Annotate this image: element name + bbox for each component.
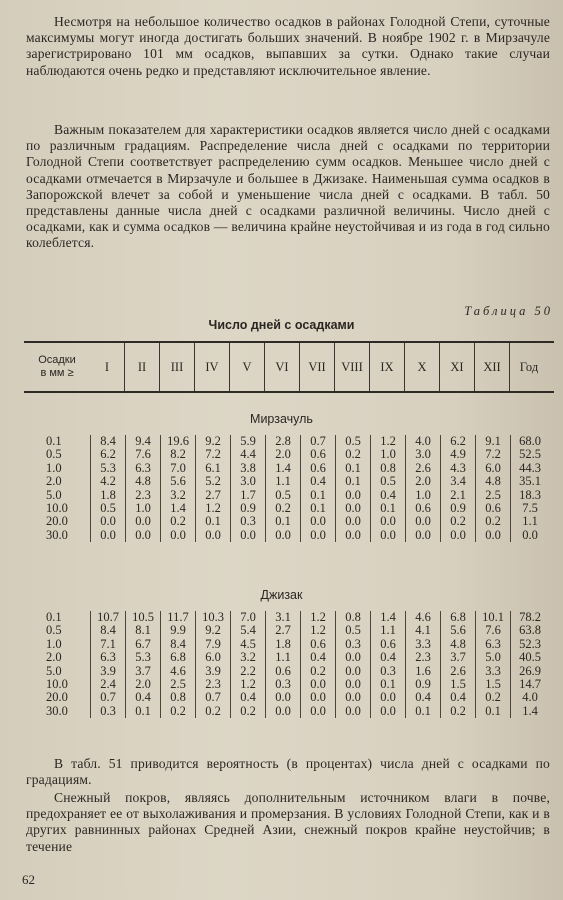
header-month-1: I <box>104 359 110 374</box>
cell-month-9: 1.0 <box>370 448 405 461</box>
cell-month-5: 0.0 <box>230 529 265 542</box>
table-title: Число дней с осадками <box>208 318 355 332</box>
cell-month-10: 3.0 <box>405 448 440 461</box>
cell-month-4: 0.1 <box>195 515 230 528</box>
table-row <box>24 638 554 651</box>
cell-month-9: 0.5 <box>370 475 405 488</box>
cell-month-8: 0.0 <box>335 691 370 704</box>
cell-month-12: 0.2 <box>475 515 510 528</box>
cell-month-4: 1.2 <box>195 502 230 515</box>
cell-month-5: 7.0 <box>230 611 265 624</box>
cell-month-8: 0.3 <box>335 638 370 651</box>
cell-month-7: 0.0 <box>300 529 335 542</box>
cell-month-5: 0.4 <box>230 691 265 704</box>
cell-month-2: 5.3 <box>125 651 160 664</box>
cell-month-2: 0.4 <box>125 691 160 704</box>
cell-month-11: 3.7 <box>440 651 475 664</box>
cell-month-9: 0.0 <box>370 529 405 542</box>
cell-month-10: 1.0 <box>405 489 440 502</box>
row-threshold: 1.0 <box>46 636 62 651</box>
paragraph-probability: В табл. 51 приводится вероятность (в процентах) числа дней с осадками по градациям. <box>26 756 550 788</box>
cell-month-6: 0.1 <box>265 515 300 528</box>
cell-year: 52.5 <box>510 448 549 461</box>
cell-month-9: 1.4 <box>370 611 405 624</box>
table-row <box>24 515 554 528</box>
cell-month-3: 1.4 <box>160 502 195 515</box>
cell-month-11: 6.2 <box>440 435 475 448</box>
cell-month-5: 1.7 <box>230 489 265 502</box>
data-block-mirzachul <box>24 435 554 542</box>
cell-month-1: 0.5 <box>90 502 125 515</box>
cell-month-12: 0.0 <box>475 529 510 542</box>
cell-month-10: 4.0 <box>405 435 440 448</box>
cell-month-11: 2.6 <box>440 665 475 678</box>
cell-month-11: 2.1 <box>440 489 475 502</box>
cell-month-2: 7.6 <box>125 448 160 461</box>
cell-month-3: 0.2 <box>160 515 195 528</box>
cell-month-4: 0.0 <box>195 529 230 542</box>
cell-month-9: 0.1 <box>370 678 405 691</box>
cell-month-1: 7.1 <box>90 638 125 651</box>
cell-month-12: 5.0 <box>475 651 510 664</box>
cell-month-10: 0.0 <box>405 515 440 528</box>
cell-month-10: 2.0 <box>405 475 440 488</box>
cell-year: 63.8 <box>510 624 549 637</box>
cell-month-12: 0.6 <box>475 502 510 515</box>
cell-year: 44.3 <box>510 462 549 475</box>
cell-month-10: 3.3 <box>405 638 440 651</box>
cell-year: 1.4 <box>510 705 549 718</box>
cell-month-4: 9.2 <box>195 435 230 448</box>
cell-month-3: 7.0 <box>160 462 195 475</box>
cell-year: 1.1 <box>510 515 549 528</box>
header-month-10: X <box>404 343 439 391</box>
cell-month-11: 5.6 <box>440 624 475 637</box>
row-threshold: 30.0 <box>46 527 68 542</box>
cell-month-5: 5.4 <box>230 624 265 637</box>
cell-month-1: 8.4 <box>90 435 125 448</box>
cell-month-7: 0.4 <box>300 651 335 664</box>
cell-month-7: 0.7 <box>300 435 335 448</box>
section-title-dzhizak: Джизак <box>260 588 303 602</box>
cell-month-12: 4.8 <box>475 475 510 488</box>
table-row <box>24 502 554 515</box>
cell-month-11: 0.2 <box>440 515 475 528</box>
header-month-3: III <box>159 343 194 391</box>
cell-month-12: 7.2 <box>475 448 510 461</box>
row-threshold: 0.1 <box>46 610 62 624</box>
header-month-11: XI <box>439 343 474 391</box>
cell-month-3: 0.0 <box>160 529 195 542</box>
cell-month-2: 0.1 <box>125 705 160 718</box>
cell-month-8: 0.1 <box>335 475 370 488</box>
cell-month-10: 0.0 <box>405 529 440 542</box>
cell-month-7: 0.6 <box>300 462 335 475</box>
table-row <box>24 678 554 691</box>
cell-year: 35.1 <box>510 475 549 488</box>
cell-month-5: 4.4 <box>230 448 265 461</box>
cell-month-10: 0.6 <box>405 502 440 515</box>
cell-month-2: 6.3 <box>125 462 160 475</box>
cell-month-6: 1.8 <box>265 638 300 651</box>
cell-month-3: 3.2 <box>160 489 195 502</box>
cell-month-10: 1.6 <box>405 665 440 678</box>
cell-month-8: 0.5 <box>335 435 370 448</box>
paragraph-max-precipitation: Несмотря на небольшое количество осадков в районах Голодной Степи, суточные максимумы могут иногда достигать больших значений. В ноябре 1902 г. в Мирзачуле зарегистрировано 101 мм осадков, выпавших за сутки. Однако такие случаи наблюдаются очень редко и представляют исключительное явление. <box>26 14 550 78</box>
cell-month-2: 4.8 <box>125 475 160 488</box>
row-threshold: 20.0 <box>46 514 68 529</box>
cell-month-8: 0.5 <box>335 624 370 637</box>
cell-month-6: 0.6 <box>265 665 300 678</box>
cell-month-11: 0.4 <box>440 691 475 704</box>
cell-month-11: 4.8 <box>440 638 475 651</box>
cell-month-8: 0.0 <box>335 705 370 718</box>
cell-month-5: 3.2 <box>230 651 265 664</box>
cell-month-9: 0.4 <box>370 489 405 502</box>
cell-month-4: 9.2 <box>195 624 230 637</box>
cell-month-12: 7.6 <box>475 624 510 637</box>
table-row <box>24 651 554 664</box>
cell-month-5: 3.0 <box>230 475 265 488</box>
cell-month-6: 0.2 <box>265 502 300 515</box>
cell-month-10: 4.6 <box>405 611 440 624</box>
table-label: Таблица 50 <box>464 304 553 318</box>
cell-month-8: 0.0 <box>335 515 370 528</box>
cell-month-10: 2.3 <box>405 651 440 664</box>
row-threshold: 2.0 <box>46 650 62 665</box>
row-threshold: 20.0 <box>46 690 68 705</box>
cell-month-7: 0.1 <box>300 489 335 502</box>
cell-month-8: 0.0 <box>335 529 370 542</box>
header-year: Год <box>509 343 548 391</box>
cell-month-7: 1.2 <box>300 624 335 637</box>
row-threshold: 5.0 <box>46 663 62 678</box>
cell-month-3: 4.6 <box>160 665 195 678</box>
cell-month-12: 0.1 <box>475 705 510 718</box>
cell-month-8: 0.8 <box>335 611 370 624</box>
cell-year: 40.5 <box>510 651 549 664</box>
cell-month-5: 3.8 <box>230 462 265 475</box>
cell-month-1: 0.7 <box>90 691 125 704</box>
cell-month-10: 0.1 <box>405 705 440 718</box>
cell-month-5: 0.9 <box>230 502 265 515</box>
cell-year: 18.3 <box>510 489 549 502</box>
cell-month-12: 10.1 <box>475 611 510 624</box>
cell-month-12: 3.3 <box>475 665 510 678</box>
cell-month-7: 0.6 <box>300 448 335 461</box>
cell-month-3: 19.6 <box>160 435 195 448</box>
cell-month-9: 0.0 <box>370 515 405 528</box>
paragraph-days-with-precipitation: Важным показателем для характеристики осадков является число дней с осадками по различным градациям. Распределение числа дней с осадками по территории Голодной Степи соответствует распределению сумм осадков. Меньшее число дней с осадками отмечается в Мирзачуле и большее в Джизаке. Наименьшая сумма осадков в Запорожской влечет за собой и уменьшение числа дней с осадками. В табл. 50 представлены данные числа дней с осадками различной величины. Число дней с осадками, как и сумма осадков — величина крайне неустойчивая и из года в год сильно колеблется. <box>26 122 550 251</box>
cell-month-2: 3.7 <box>125 665 160 678</box>
cell-month-3: 0.8 <box>160 691 195 704</box>
header-month-6: VI <box>264 343 299 391</box>
cell-month-6: 1.4 <box>265 462 300 475</box>
table-row <box>24 435 554 448</box>
cell-month-8: 0.0 <box>335 502 370 515</box>
cell-month-4: 2.7 <box>195 489 230 502</box>
cell-year: 4.0 <box>510 691 549 704</box>
cell-month-11: 6.8 <box>440 611 475 624</box>
data-block-dzhizak <box>24 611 554 718</box>
cell-month-11: 0.9 <box>440 502 475 515</box>
cell-month-5: 1.2 <box>230 678 265 691</box>
page-number: 62 <box>22 872 35 887</box>
cell-month-9: 0.6 <box>370 638 405 651</box>
cell-month-2: 6.7 <box>125 638 160 651</box>
cell-month-2: 1.0 <box>125 502 160 515</box>
row-threshold: 5.0 <box>46 487 62 502</box>
cell-month-5: 2.2 <box>230 665 265 678</box>
cell-month-1: 10.7 <box>90 611 125 624</box>
cell-month-4: 6.0 <box>195 651 230 664</box>
cell-month-9: 0.1 <box>370 502 405 515</box>
cell-month-1: 3.9 <box>90 665 125 678</box>
cell-month-12: 0.2 <box>475 691 510 704</box>
cell-year: 26.9 <box>510 665 549 678</box>
row-threshold: 10.0 <box>46 676 68 691</box>
table-row <box>24 462 554 475</box>
cell-month-2: 2.3 <box>125 489 160 502</box>
cell-month-1: 5.3 <box>90 462 125 475</box>
cell-month-11: 3.4 <box>440 475 475 488</box>
header-threshold <box>24 343 90 391</box>
cell-month-4: 7.9 <box>195 638 230 651</box>
table-row <box>24 611 554 624</box>
row-threshold: 2.0 <box>46 474 62 489</box>
cell-month-3: 6.8 <box>160 651 195 664</box>
cell-month-1: 4.2 <box>90 475 125 488</box>
cell-year: 7.5 <box>510 502 549 515</box>
cell-month-6: 2.8 <box>265 435 300 448</box>
cell-month-1: 1.8 <box>90 489 125 502</box>
cell-month-8: 0.0 <box>335 665 370 678</box>
row-threshold: 0.5 <box>46 447 62 462</box>
cell-month-12: 2.5 <box>475 489 510 502</box>
row-threshold: 30.0 <box>46 703 68 718</box>
cell-month-11: 0.0 <box>440 529 475 542</box>
header-month-12: XII <box>474 343 509 391</box>
table-row <box>24 448 554 461</box>
cell-month-11: 4.3 <box>440 462 475 475</box>
cell-month-5: 4.5 <box>230 638 265 651</box>
cell-month-4: 0.2 <box>195 705 230 718</box>
cell-month-1: 0.0 <box>90 515 125 528</box>
table-row <box>24 489 554 502</box>
cell-month-6: 1.1 <box>265 651 300 664</box>
header-month-9: IX <box>369 343 404 391</box>
table-row <box>24 665 554 678</box>
cell-month-10: 2.6 <box>405 462 440 475</box>
cell-month-11: 0.2 <box>440 705 475 718</box>
cell-month-3: 0.2 <box>160 705 195 718</box>
cell-month-1: 0.3 <box>90 705 125 718</box>
table-header <box>24 341 554 393</box>
cell-month-1: 8.4 <box>90 624 125 637</box>
table-row <box>24 529 554 542</box>
cell-month-7: 0.0 <box>300 678 335 691</box>
cell-month-2: 2.0 <box>125 678 160 691</box>
cell-month-7: 1.2 <box>300 611 335 624</box>
cell-month-1: 6.3 <box>90 651 125 664</box>
cell-month-2: 0.0 <box>125 515 160 528</box>
row-threshold: 0.5 <box>46 623 62 638</box>
cell-month-7: 0.0 <box>300 515 335 528</box>
cell-month-4: 0.7 <box>195 691 230 704</box>
cell-month-10: 0.9 <box>405 678 440 691</box>
header-month-8: VIII <box>334 343 369 391</box>
cell-month-3: 8.4 <box>160 638 195 651</box>
cell-month-3: 5.6 <box>160 475 195 488</box>
section-title-mirzachul: Мирзачуль <box>250 412 313 426</box>
table-row <box>24 475 554 488</box>
header-month-2: II <box>124 343 159 391</box>
table-row <box>24 691 554 704</box>
header-threshold-line1: Осадки <box>38 354 76 366</box>
cell-month-6: 2.0 <box>265 448 300 461</box>
cell-month-4: 10.3 <box>195 611 230 624</box>
table-row <box>24 624 554 637</box>
cell-month-2: 9.4 <box>125 435 160 448</box>
cell-month-9: 0.0 <box>370 705 405 718</box>
cell-month-6: 0.0 <box>265 691 300 704</box>
cell-month-12: 6.3 <box>475 638 510 651</box>
cell-month-7: 0.6 <box>300 638 335 651</box>
cell-month-12: 6.0 <box>475 462 510 475</box>
cell-year: 14.7 <box>510 678 549 691</box>
cell-month-9: 0.0 <box>370 691 405 704</box>
cell-month-8: 0.0 <box>335 678 370 691</box>
cell-month-6: 2.7 <box>265 624 300 637</box>
cell-month-5: 0.2 <box>230 705 265 718</box>
cell-month-9: 1.1 <box>370 624 405 637</box>
cell-month-4: 5.2 <box>195 475 230 488</box>
cell-month-4: 7.2 <box>195 448 230 461</box>
cell-month-5: 0.3 <box>230 515 265 528</box>
cell-year: 78.2 <box>510 611 549 624</box>
cell-month-12: 9.1 <box>475 435 510 448</box>
table-row <box>24 705 554 718</box>
cell-month-6: 1.1 <box>265 475 300 488</box>
cell-month-7: 0.2 <box>300 665 335 678</box>
cell-month-8: 0.0 <box>335 489 370 502</box>
row-threshold: 1.0 <box>46 460 62 475</box>
cell-month-8: 0.1 <box>335 462 370 475</box>
cell-month-3: 11.7 <box>160 611 195 624</box>
cell-month-9: 0.8 <box>370 462 405 475</box>
header-month-5: V <box>229 343 264 391</box>
cell-month-5: 5.9 <box>230 435 265 448</box>
cell-month-9: 0.3 <box>370 665 405 678</box>
cell-month-7: 0.1 <box>300 502 335 515</box>
cell-month-4: 2.3 <box>195 678 230 691</box>
cell-year: 68.0 <box>510 435 549 448</box>
cell-month-6: 3.1 <box>265 611 300 624</box>
cell-month-9: 1.2 <box>370 435 405 448</box>
cell-month-11: 1.5 <box>440 678 475 691</box>
cell-month-3: 2.5 <box>160 678 195 691</box>
cell-month-4: 3.9 <box>195 665 230 678</box>
cell-month-3: 8.2 <box>160 448 195 461</box>
cell-month-1: 0.0 <box>90 529 125 542</box>
cell-month-8: 0.0 <box>335 651 370 664</box>
header-month-4: IV <box>194 343 229 391</box>
cell-month-2: 10.5 <box>125 611 160 624</box>
cell-month-6: 0.5 <box>265 489 300 502</box>
cell-month-7: 0.4 <box>300 475 335 488</box>
cell-month-1: 6.2 <box>90 448 125 461</box>
cell-month-10: 4.1 <box>405 624 440 637</box>
cell-month-4: 6.1 <box>195 462 230 475</box>
cell-month-12: 1.5 <box>475 678 510 691</box>
row-threshold: 0.1 <box>46 434 62 448</box>
cell-month-2: 8.1 <box>125 624 160 637</box>
cell-month-7: 0.0 <box>300 705 335 718</box>
paragraph-snow-cover: Снежный покров, являясь дополнительным источником влаги в почве, предохраняет ее от выхолаживания и промерзания. В условиях Голодной Степи, как и в других равнинных районах Средней Азии, снежный покров крайне неустойчив; в течение <box>26 790 550 854</box>
header-month-7: VII <box>299 343 334 391</box>
cell-month-9: 0.4 <box>370 651 405 664</box>
cell-month-8: 0.2 <box>335 448 370 461</box>
header-threshold-line2: в мм ≥ <box>40 367 74 379</box>
cell-month-3: 9.9 <box>160 624 195 637</box>
cell-month-6: 0.0 <box>265 705 300 718</box>
cell-month-11: 4.9 <box>440 448 475 461</box>
cell-year: 0.0 <box>510 529 549 542</box>
cell-year: 52.3 <box>510 638 549 651</box>
cell-month-10: 0.4 <box>405 691 440 704</box>
row-threshold: 10.0 <box>46 500 68 515</box>
cell-month-6: 0.3 <box>265 678 300 691</box>
cell-month-6: 0.0 <box>265 529 300 542</box>
cell-month-7: 0.0 <box>300 691 335 704</box>
cell-month-1: 2.4 <box>90 678 125 691</box>
cell-month-2: 0.0 <box>125 529 160 542</box>
